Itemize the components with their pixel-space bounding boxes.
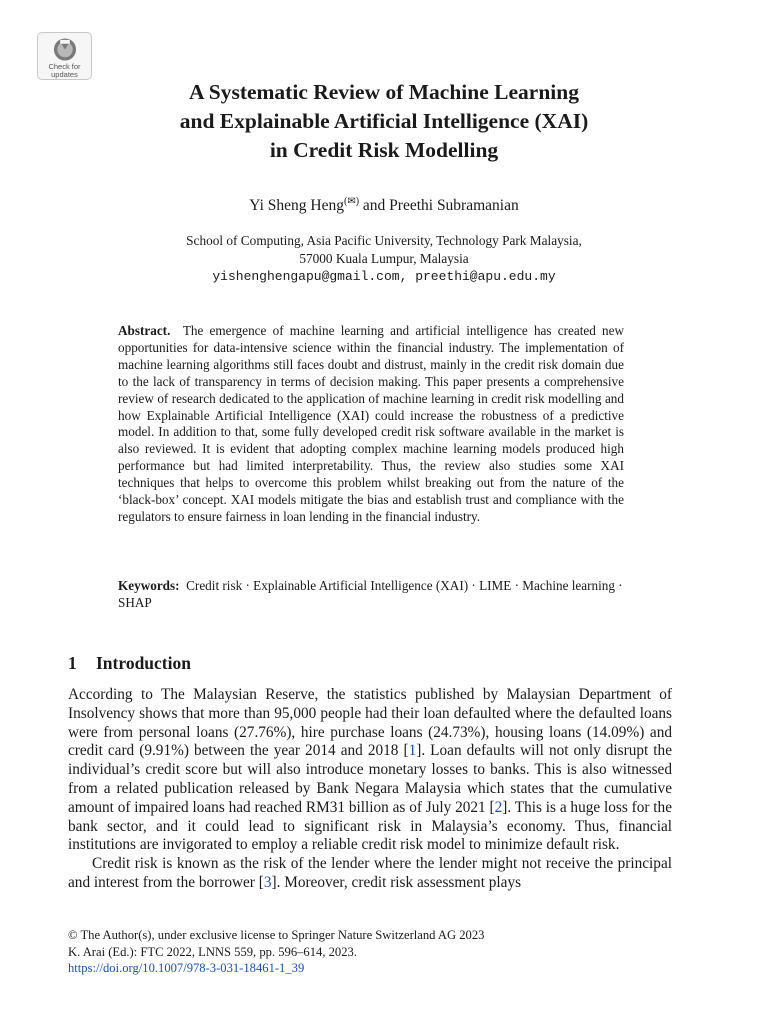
paragraph-2 [68,855,672,893]
title-line-3: in Credit Risk Modelling [269,138,499,162]
corresponding-author-mark[interactable]: (✉) [343,195,360,207]
paragraph-2-part-1: Credit risk is known as the risk of the lender where the lender might not receive the principal and interest from the borrower [ [68,855,672,891]
affiliation [84,232,684,286]
author-rest: and Preethi Subramanian [359,197,519,214]
paragraph-1-part-2: ]. Loan defaults will not only disrupt the individual’s credit score but will also introduce monetary losses to banks. This is also witnessed from a related publication released by Bank Negara Malaysia which states that the cumulative amount of impaired loans had reached RM31 billion as of July 2021 [ [68,742,672,816]
copyright-line: © The Author(s), under exclusive license to Springer Nature Switzerland AG 2023 [68,928,485,942]
keywords [118,578,624,612]
affiliation-line-2: 57000 Kuala Lumpur, Malaysia [299,251,469,266]
introduction-body [68,686,672,893]
section-title: Introduction [96,653,191,673]
author-first: Yi Sheng Heng [249,197,344,214]
citation-line: K. Arai (Ed.): FTC 2022, LNNS 559, pp. 596–614, 2023. [68,944,357,959]
affiliation-line-1: School of Computing, Asia Pacific University, Technology Park Malaysia, [186,233,582,248]
paragraph-1-part-3: ]. This is a huge loss for the bank sector, and it could lead to significant risk in Malaysia’s economy. Thus, financial institutions are invigorated to employ a reliable credit risk model to minimize default risk. [68,798,672,854]
citation-link-3[interactable]: 3 [263,873,272,891]
paragraph-1 [68,686,672,855]
check-for-updates-icon [51,37,79,62]
section-number: 1 [68,653,77,673]
author-emails[interactable]: yishenghengapu@gmail.com, preethi@apu.edu.my [212,269,556,284]
doi-link[interactable]: https://doi.org/10.1007/978-3-031-18461-1_39 [68,961,305,975]
paragraph-2-part-2: ]. Moreover, credit risk assessment plays [271,873,522,891]
title-line-1: A Systematic Review of Machine Learning [189,80,579,104]
keywords-label: Keywords: [118,578,180,593]
abstract [118,323,624,526]
title-line-2: and Explainable Artificial Intelligence (XAI) [179,109,589,133]
section-heading [68,652,191,674]
abstract-text: The emergence of machine learning and artificial intelligence has created new opportunities for data-intensive science within the financial industry. The implementation of machine learning algorithms still faces doubt and distrust, mainly in the credit risk domain due to the lack of transparency in terms of decision making. This paper presents a comprehensive review of research dedicated to the application of machine learning in credit risk modelling and how Explainable Artificial Intelligence (XAI) could increase the robustness of a predictive model. In addition to that, some fully developed credit risk software available in the market is also reviewed. It is evident that adopting complex machine learning models produced high performance but had limited interpretability. Thus, the review also studies some XAI techniques that helps to overcome this problem whilst breaking out from the nature of the ‘black-box’ concept. XAI models mitigate the bias and establish trust and compliance with the regulators to ensure fairness in loan lending in the financial industry. [118,323,625,524]
abstract-label: Abstract. [118,323,171,338]
badge-label [48,63,80,79]
authors [84,196,684,216]
citation-link-1[interactable]: 1 [408,742,417,760]
paragraph-1-part-1: According to The Malaysian Reserve, the statistics published by Malaysian Department of Insolvency shows that more than 95,000 people had their loan defaulted where the defaulted loans were from personal loans (27.76%), hire purchase loans (24.73%), housing loans (14.09%) and credit card (9.91%) between the year 2014 and 2018 [ [68,686,672,760]
footer [68,927,672,977]
check-for-updates-badge[interactable] [37,32,92,80]
citation-link-2[interactable]: 2 [494,798,503,816]
paper-title [84,78,684,165]
badge-line2: updates [51,70,78,79]
badge-line1: Check for [48,62,81,71]
keywords-text: Credit risk · Explainable Artificial Intelligence (XAI) · LIME · Machine learning · SHAP [118,578,623,610]
